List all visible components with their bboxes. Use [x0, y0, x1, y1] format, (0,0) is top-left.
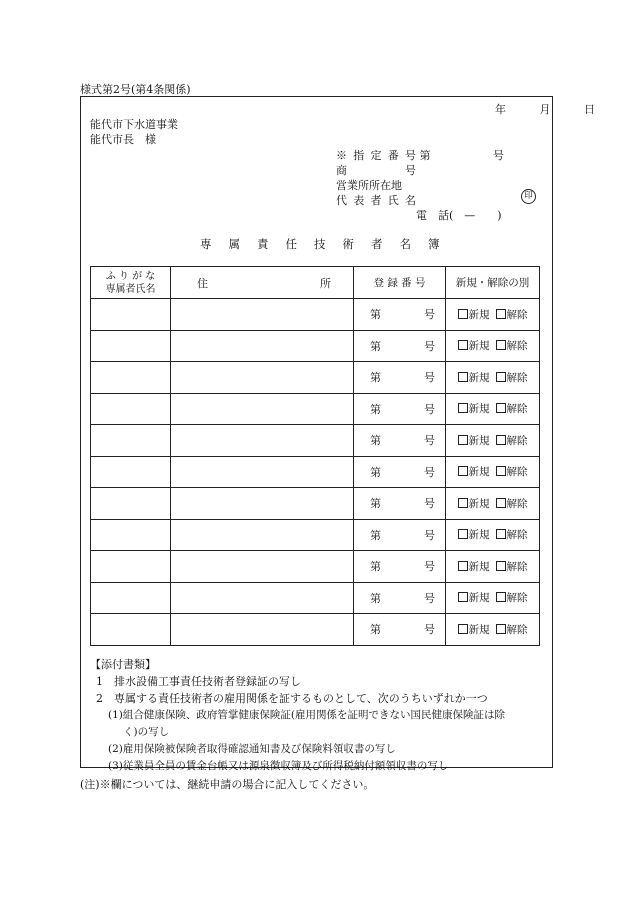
header-name: 専属者氏名 — [105, 283, 156, 295]
designation-label: ※指定番号 — [336, 149, 416, 162]
regno-cell[interactable] — [354, 299, 446, 331]
address-cell[interactable] — [171, 425, 354, 457]
regno-suffix: 号 — [424, 371, 435, 385]
status-cell — [446, 425, 540, 457]
cancel-checkbox[interactable] — [496, 466, 506, 476]
cancel-checkbox[interactable] — [496, 561, 506, 571]
regno-prefix: 第 — [370, 591, 381, 605]
address-cell[interactable] — [171, 299, 354, 331]
name-cell[interactable] — [91, 425, 171, 457]
new-checkbox[interactable] — [458, 309, 468, 319]
cancel-label: 解除 — [506, 340, 528, 353]
cancel-label: 解除 — [506, 403, 528, 416]
table-row — [91, 551, 540, 583]
new-checkbox[interactable] — [458, 498, 468, 508]
new-label: 新規 — [468, 403, 490, 416]
name-cell[interactable] — [91, 456, 171, 488]
date-line — [495, 101, 595, 117]
representative-row — [336, 192, 416, 208]
address-cell[interactable] — [171, 519, 354, 551]
name-cell[interactable] — [91, 362, 171, 394]
cancel-checkbox[interactable] — [496, 592, 506, 602]
address-cell[interactable] — [171, 488, 354, 520]
regno-suffix: 号 — [424, 339, 435, 353]
office-location-row — [336, 177, 402, 193]
cancel-label: 解除 — [506, 466, 528, 479]
cancel-checkbox[interactable] — [496, 529, 506, 539]
address-cell[interactable] — [171, 393, 354, 425]
regno-prefix: 第 — [370, 434, 381, 448]
header-regno: 登 録 番 号 — [354, 267, 446, 299]
new-checkbox[interactable] — [458, 403, 468, 413]
designation-number-row — [336, 147, 504, 163]
cancel-label: 解除 — [506, 308, 528, 321]
date-month-label: 月 — [539, 103, 551, 116]
cancel-label: 解除 — [506, 623, 528, 636]
new-checkbox[interactable] — [458, 372, 468, 382]
attachment-item-1: 1 排水設備工事責任技術者登録証の写し — [96, 675, 301, 688]
footnote: (注)※欄については、継続申請の場合に記入してください。 — [80, 778, 375, 791]
regno-prefix: 第 — [370, 623, 381, 637]
attachments-heading: 【添付書類】 — [90, 658, 156, 671]
header-status: 新規・解除の別 — [446, 267, 540, 299]
new-checkbox[interactable] — [458, 592, 468, 602]
date-year-label: 年 — [495, 103, 506, 116]
new-label: 新規 — [468, 371, 490, 384]
regno-suffix: 号 — [424, 623, 435, 637]
regno-prefix: 第 — [370, 339, 381, 353]
regno-cell[interactable] — [354, 551, 446, 583]
status-cell — [446, 393, 540, 425]
cancel-label: 解除 — [506, 592, 528, 605]
header-address-cell — [171, 267, 354, 299]
trade-name-label: 商号 — [336, 164, 416, 177]
regno-suffix: 号 — [424, 308, 435, 322]
new-label: 新規 — [468, 340, 490, 353]
representative-label: 代表者氏名 — [336, 194, 416, 207]
table-row — [91, 393, 540, 425]
address-cell[interactable] — [171, 330, 354, 362]
status-cell — [446, 456, 540, 488]
cancel-label: 解除 — [506, 529, 528, 542]
technician-roster-table — [90, 266, 540, 646]
name-cell[interactable] — [91, 551, 171, 583]
form-number: 様式第2号(第4条関係) — [80, 83, 191, 96]
table-row — [91, 582, 540, 614]
new-label: 新規 — [468, 592, 490, 605]
cancel-checkbox[interactable] — [496, 403, 506, 413]
header-address-1: 住 — [197, 276, 208, 290]
regno-cell[interactable] — [354, 614, 446, 646]
regno-cell[interactable] — [354, 582, 446, 614]
trade-name-row — [336, 162, 416, 178]
phone-row: 電 話( — ) — [416, 209, 502, 222]
name-cell[interactable] — [91, 614, 171, 646]
new-checkbox[interactable] — [458, 561, 468, 571]
cancel-checkbox[interactable] — [496, 435, 506, 445]
status-cell — [446, 488, 540, 520]
name-cell[interactable] — [91, 299, 171, 331]
regno-suffix: 号 — [424, 402, 435, 416]
name-cell[interactable] — [91, 582, 171, 614]
name-cell[interactable] — [91, 519, 171, 551]
name-cell[interactable] — [91, 330, 171, 362]
new-label: 新規 — [468, 560, 490, 573]
new-label: 新規 — [468, 466, 490, 479]
regno-suffix: 号 — [424, 434, 435, 448]
header-name-cell — [91, 267, 171, 299]
attachment-item-2: 2 専属する責任技術者の雇用関係を証するものとして、次のうちいずれか一つ — [96, 692, 488, 705]
new-checkbox[interactable] — [458, 466, 468, 476]
regno-cell[interactable] — [354, 488, 446, 520]
regno-prefix: 第 — [370, 371, 381, 385]
table-row — [91, 519, 540, 551]
address-cell[interactable] — [171, 362, 354, 394]
regno-prefix: 第 — [370, 402, 381, 416]
status-cell — [446, 519, 540, 551]
regno-cell[interactable] — [354, 519, 446, 551]
cancel-checkbox[interactable] — [496, 372, 506, 382]
office-location-label: 営業所所在地 — [336, 179, 402, 192]
new-label: 新規 — [468, 497, 490, 510]
attachment-sub-3: (3)従業員全員の賃金台帳又は源泉徴収簿及び所得税納付額領収書の写し — [108, 760, 449, 772]
cancel-checkbox[interactable] — [496, 624, 506, 634]
addressee-org: 能代市下水道事業 — [90, 118, 178, 131]
new-checkbox[interactable] — [458, 529, 468, 539]
regno-cell[interactable] — [354, 393, 446, 425]
name-cell[interactable] — [91, 393, 171, 425]
designation-suffix: 号 — [493, 149, 504, 162]
table-row — [91, 456, 540, 488]
regno-cell[interactable] — [354, 425, 446, 457]
attachment-sub-1-cont: く)の写し — [123, 726, 170, 738]
cancel-label: 解除 — [506, 497, 528, 510]
regno-suffix: 号 — [424, 465, 435, 479]
designation-prefix: 第 — [419, 149, 431, 162]
status-cell — [446, 551, 540, 583]
status-cell — [446, 582, 540, 614]
seal-mark: 印 — [521, 189, 536, 204]
attachment-sub-1: (1)組合健康保険、政府管掌健康保険証(雇用関係を証明できない国民健康保険証は除 — [108, 709, 505, 721]
address-cell[interactable] — [171, 551, 354, 583]
regno-cell[interactable] — [354, 362, 446, 394]
regno-cell[interactable] — [354, 456, 446, 488]
regno-suffix: 号 — [424, 560, 435, 574]
cancel-label: 解除 — [506, 434, 528, 447]
cancel-label: 解除 — [506, 371, 528, 384]
register-title: 専属責任技術者名簿 — [200, 237, 457, 251]
attachments-section — [90, 656, 505, 775]
table-row — [91, 488, 540, 520]
regno-suffix: 号 — [424, 591, 435, 605]
new-label: 新規 — [468, 434, 490, 447]
table-header-row — [91, 267, 540, 299]
status-cell — [446, 362, 540, 394]
address-cell[interactable] — [171, 582, 354, 614]
regno-prefix: 第 — [370, 560, 381, 574]
cancel-checkbox[interactable] — [496, 498, 506, 508]
new-checkbox[interactable] — [458, 435, 468, 445]
regno-prefix: 第 — [370, 528, 381, 542]
cancel-checkbox[interactable] — [496, 340, 506, 350]
new-label: 新規 — [468, 308, 490, 321]
regno-suffix: 号 — [424, 528, 435, 542]
addressee-mayor: 能代市長 様 — [90, 133, 156, 146]
regno-cell[interactable] — [354, 330, 446, 362]
regno-suffix: 号 — [424, 497, 435, 511]
attachment-sub-2: (2)雇用保険被保険者取得確認通知書及び保険料領収書の写し — [108, 743, 396, 755]
header-furigana: ふ り が な — [105, 270, 156, 282]
new-checkbox[interactable] — [458, 624, 468, 634]
table-row — [91, 299, 540, 331]
address-cell[interactable] — [171, 614, 354, 646]
new-checkbox[interactable] — [458, 340, 468, 350]
regno-prefix: 第 — [370, 465, 381, 479]
address-cell[interactable] — [171, 456, 354, 488]
status-cell — [446, 614, 540, 646]
table-row — [91, 330, 540, 362]
table-row — [91, 362, 540, 394]
regno-prefix: 第 — [370, 308, 381, 322]
name-cell[interactable] — [91, 488, 171, 520]
status-cell — [446, 299, 540, 331]
table-row — [91, 425, 540, 457]
header-address-2: 所 — [320, 276, 331, 290]
cancel-label: 解除 — [506, 560, 528, 573]
regno-prefix: 第 — [370, 497, 381, 511]
table-row — [91, 614, 540, 646]
new-label: 新規 — [468, 529, 490, 542]
cancel-checkbox[interactable] — [496, 309, 506, 319]
status-cell — [446, 330, 540, 362]
new-label: 新規 — [468, 623, 490, 636]
date-day-label: 日 — [584, 103, 595, 116]
